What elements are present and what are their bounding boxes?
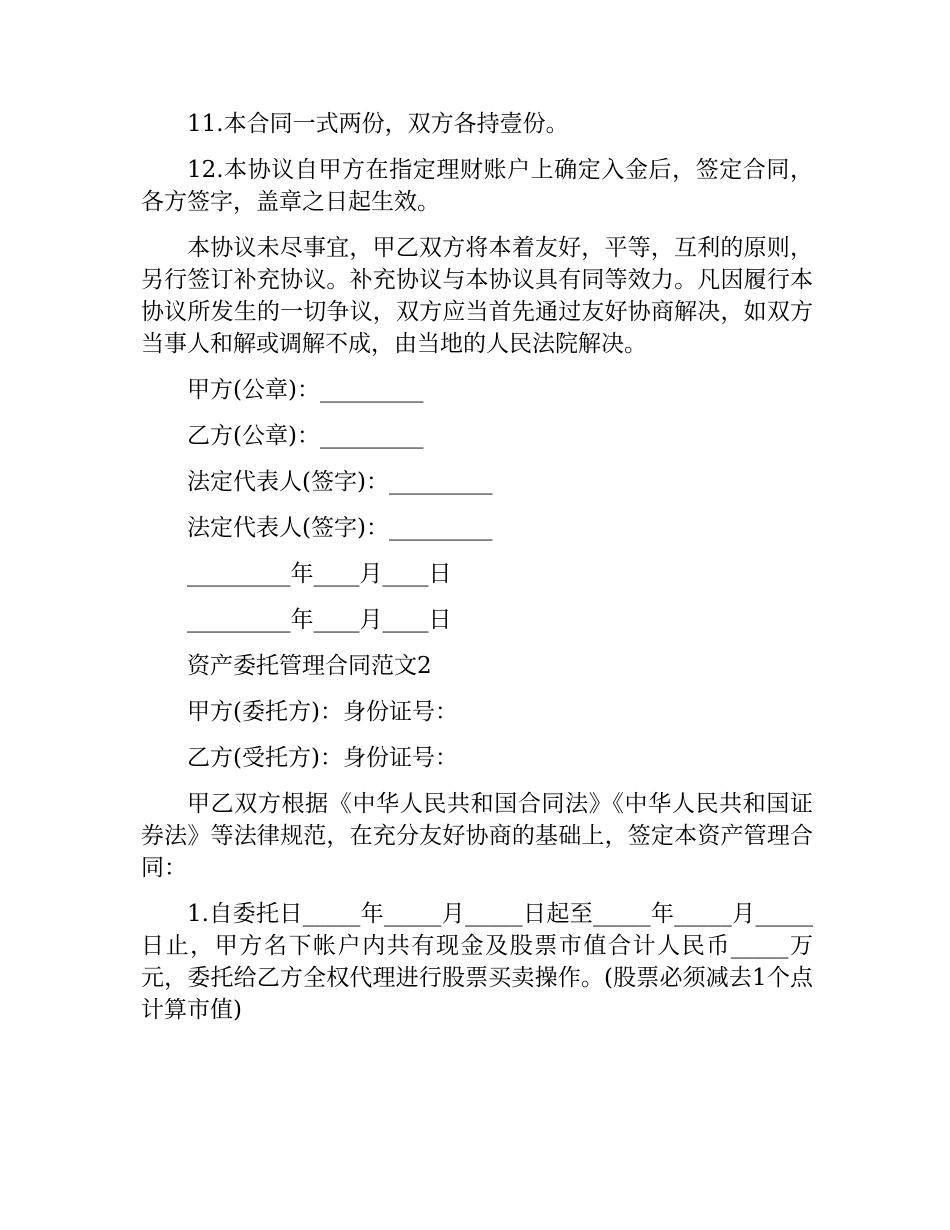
party-b-seal-line: 乙方(公章)：_________ [187,423,424,449]
document-body [141,108,813,1040]
preamble-paragraph: 甲乙双方根据《中华人民共和国合同法》《中华人民共和国证券法》等法律规范，在充分友好协商的基础上，签定本资产管理合同： [141,791,813,881]
date-line: _________年____月____日 [187,561,452,587]
clause-12-paragraph: 12.本协议自甲方在指定理财账户上确定入金后，签定合同，各方签字，盖章之日起生效。 [141,157,813,215]
date-line: _________年____月____日 [187,607,452,633]
supplement-paragraph: 本协议未尽事宜，甲乙双方将本着友好，平等，互利的原则，另行签订补充协议。补充协议与本协议具有同等效力。凡因履行本协议所发生的一切争议，双方应当首先通过友好协商解决，如双方当事人和解或调解不成，由当地的人民法院解决。 [141,235,813,357]
party-b-trustee-line: 乙方(受托方)：身份证号： [187,745,458,771]
clause-11-paragraph: 11.本合同一式两份，双方各持壹份。 [187,111,569,137]
legal-rep-signature-line: 法定代表人(签字)：_________ [187,515,493,541]
party-a-client-line: 甲方(委托方)：身份证号： [187,699,458,725]
clause-1-paragraph: 1.自委托日_____年_____月_____日起至_____年_____月_____日止，甲方名下帐户内共有现金及股票市值合计人民币_____万元，委托给乙方全权代理进行股票买卖操作。(股票必须减去1个点计算市值) [141,901,813,1023]
sample-2-title: 资产委托管理合同范文2 [187,653,432,679]
party-a-seal-line: 甲方(公章)：_________ [187,377,424,403]
legal-rep-signature-line: 法定代表人(签字)：_________ [187,469,493,495]
